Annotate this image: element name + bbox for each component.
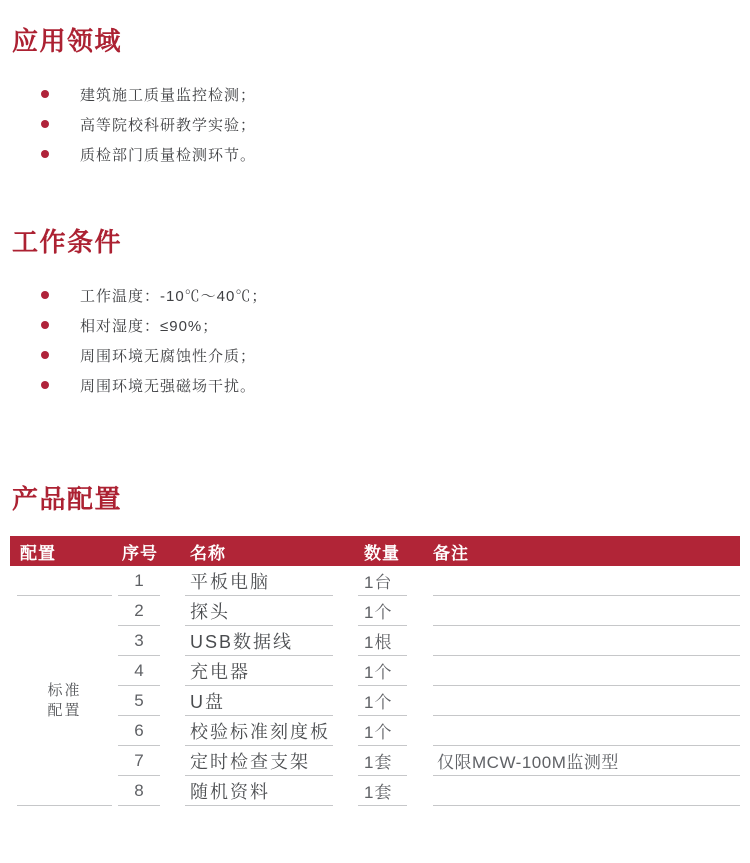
column-header-config: 配置 (10, 536, 112, 566)
working-conditions-bullet-list (10, 280, 740, 400)
cell-qty: 1套 (350, 776, 420, 806)
list-item-text: 建筑施工质量监控检测； (80, 86, 257, 104)
cell-qty: 1个 (350, 656, 420, 686)
cell-name: 校验标准刻度板 (166, 716, 350, 746)
product-config-table (10, 536, 740, 806)
cell-remark (420, 626, 740, 656)
column-header-remark: 备注 (420, 536, 740, 566)
config-group-label: 标准配置 (47, 681, 82, 719)
section-title-product-config: 产品配置 (12, 484, 123, 514)
cell-name: 随机资料 (166, 776, 350, 806)
list-item (10, 109, 740, 139)
cell-no: 7 (112, 746, 166, 776)
cell-remark (420, 716, 740, 746)
cell-qty: 1个 (350, 686, 420, 716)
table-row (10, 656, 740, 686)
cell-remark (420, 686, 740, 716)
cell-name: 探头 (166, 596, 350, 626)
table-row (10, 566, 740, 596)
list-item-text: 质检部门质量检测环节。 (80, 146, 257, 164)
cell-qty: 1台 (350, 566, 420, 596)
cell-name: U盘 (166, 686, 350, 716)
bullet-dot-icon (41, 90, 49, 98)
cell-name: USB数据线 (166, 626, 350, 656)
section-title-application: 应用领域 (12, 26, 123, 56)
cell-no: 3 (112, 626, 166, 656)
cell-remark: 仅限MCW-100M监测型 (420, 746, 740, 776)
table-row (10, 626, 740, 656)
cell-no: 4 (112, 656, 166, 686)
list-item-text: 周围环境无腐蚀性介质； (80, 347, 257, 365)
application-bullet-list (10, 79, 740, 169)
column-header-name: 名称 (166, 536, 350, 566)
cell-name: 定时检查支架 (166, 746, 350, 776)
bullet-dot-icon (41, 150, 49, 158)
bullet-dot-icon (41, 351, 49, 359)
cell-no: 2 (112, 596, 166, 626)
table-row (10, 686, 740, 716)
cell-remark (420, 776, 740, 806)
cell-qty: 1套 (350, 746, 420, 776)
list-item (10, 79, 740, 109)
cell-remark (420, 656, 740, 686)
cell-name: 平板电脑 (166, 566, 350, 596)
bullet-dot-icon (41, 291, 49, 299)
table-header-row (10, 536, 740, 566)
table-row (10, 716, 740, 746)
cell-no: 6 (112, 716, 166, 746)
cell-remark (420, 596, 740, 626)
cell-qty: 1个 (350, 716, 420, 746)
bullet-dot-icon (41, 381, 49, 389)
cell-qty: 1根 (350, 626, 420, 656)
document-page (0, 26, 750, 806)
cell-config-group (10, 596, 112, 806)
list-item-text: 高等院校科研教学实验； (80, 116, 257, 134)
list-item (10, 280, 740, 310)
cell-no: 1 (112, 566, 166, 596)
cell-qty: 1个 (350, 596, 420, 626)
column-header-no: 序号 (112, 536, 166, 566)
bullet-dot-icon (41, 120, 49, 128)
cell-remark (420, 566, 740, 596)
table-row (10, 746, 740, 776)
table-row (10, 596, 740, 626)
cell-name: 充电器 (166, 656, 350, 686)
list-item (10, 370, 740, 400)
section-title-working-conditions: 工作条件 (12, 227, 123, 257)
bullet-dot-icon (41, 321, 49, 329)
table-row (10, 776, 740, 806)
list-item (10, 340, 740, 370)
list-item (10, 139, 740, 169)
column-header-qty: 数量 (350, 536, 420, 566)
list-item-text: 周围环境无强磁场干扰。 (80, 377, 257, 395)
cell-no: 8 (112, 776, 166, 806)
cell-no: 5 (112, 686, 166, 716)
list-item (10, 310, 740, 340)
list-item-text: 相对湿度：≤90%； (80, 317, 219, 335)
list-item-text: 工作温度：-10℃～40℃； (80, 287, 268, 305)
cell-config-spacer (10, 566, 112, 596)
